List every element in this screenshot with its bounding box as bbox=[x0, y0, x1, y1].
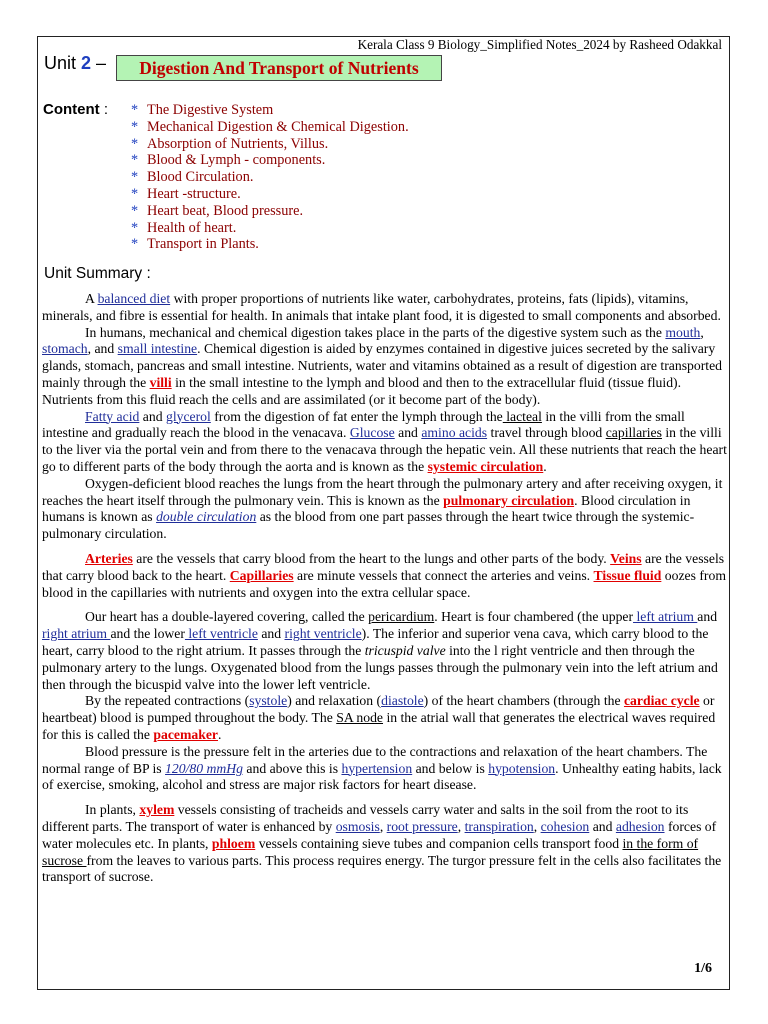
keyword: diastole bbox=[381, 693, 424, 709]
content-list bbox=[131, 102, 409, 253]
bullet-icon: * bbox=[131, 102, 139, 118]
keyword: glycerol bbox=[165, 408, 211, 424]
keyword: 120/80 mmHg bbox=[165, 760, 243, 776]
keyword: root pressure bbox=[386, 818, 458, 834]
content-item: * Health of heart. bbox=[131, 219, 237, 236]
paragraph-vessels: Arteries are the vessels that carry blood from the heart to the lungs and other parts of the body. Veins are the vessels that carry blood back to the heart. Capillaries are minute vessels that connect the arteries and veins. Tissue fluid oozes from blood in the capillaries with nutrients and oxygen into the extra cellular space. bbox=[42, 550, 726, 600]
paragraph-digestion: In humans, mechanical and chemical digestion takes place in the parts of the digestive system such as the mouth, stomach, and small intestine. Chemical digestion is aided by enzymes contained in digestive juices secreted by the salivary glands, stomach, pancreas and small intestine. Nutrients, water and vitamins obtained as a result of digestion are transported mainly through the villi in the small intestine to the lymph and blood and then to the extracellular fluid (tissue fluid). Nutrients from this fluid reach the cells and are assimilated (or it become part of the body). bbox=[42, 324, 723, 407]
content-item: * Heart -structure. bbox=[131, 185, 241, 202]
keyword: small intestine bbox=[117, 341, 198, 357]
paragraph-absorption: Fatty acid and glycerol from the digestion of fat enter the lymph through the lacteal in the villi from the small intestine and gradually reach the blood in the venacava. Glucose and amino acids travel through blood capillaries in the villi to the liver via the portal vein and from there to the venacava through the hepatic vein. All these nutrients that reach the heart go to different parts of the body through the aorta and is known as the systemic circulation. bbox=[42, 408, 727, 474]
keyword: left ventricle bbox=[184, 626, 258, 642]
content-item: * The Digestive System bbox=[131, 102, 274, 118]
underlined-term: lacteal bbox=[502, 408, 542, 424]
unit-label bbox=[44, 52, 106, 74]
keyword: right ventricle bbox=[284, 626, 362, 642]
content-item: * Mechanical Digestion & Chemical Digestion. bbox=[131, 118, 409, 135]
keyword: left atrium bbox=[633, 609, 698, 625]
underlined-term: in the form of sucrose bbox=[42, 835, 699, 868]
keyword: mouth bbox=[665, 324, 701, 340]
underlined-term: capillaries bbox=[605, 425, 662, 441]
keyword: right atrium bbox=[42, 626, 111, 642]
keyword: double circulation bbox=[156, 509, 257, 525]
key-term: systemic circulation bbox=[427, 458, 544, 474]
unit-summary-label: Unit Summary : bbox=[44, 265, 151, 282]
bullet-icon: * bbox=[131, 135, 139, 152]
unit-number: 2 bbox=[81, 53, 92, 73]
paragraph-plant-transport: In plants, xylem vessels consisting of tracheids and vessels carry water and salts in the soil from the root to its different parts. The transport of water is enhanced by osmosis, root pressure, transpiration, cohesion and adhesion forces of water molecules etc. In plants, phloem vessels containing sieve tubes and companion cells transport food in the form of sucrose from the leaves to various parts. This process requires energy. The turgor pressure felt in the cells also facilitates the transport of sucrose. bbox=[42, 802, 722, 885]
key-term: cardiac cycle bbox=[623, 693, 700, 709]
paragraph-balanced-diet: A balanced diet with proper proportions of nutrients like water, carbohydrates, proteins, fats (lipids), vitamins, minerals, and fibre is essential for health. In animals that intake plant food, it is digested to small components and absorbed. bbox=[42, 291, 721, 323]
italic-term: tricuspid valve bbox=[364, 642, 446, 658]
keyword: amino acids bbox=[421, 425, 488, 441]
bullet-icon: * bbox=[131, 152, 139, 169]
paragraph-cardiac-cycle: By the repeated contractions (systole) and relaxation (diastole) of the heart chambers (through the cardiac cycle or heartbeat) blood is pumped throughout the body. The SA node in the atrial wall that generates the electrical waves required for this is called the pacemaker. bbox=[42, 693, 716, 742]
bullet-icon: * bbox=[131, 202, 139, 219]
bullet-icon: * bbox=[131, 185, 139, 202]
keyword: osmosis bbox=[335, 818, 380, 834]
summary-body bbox=[42, 291, 730, 886]
underlined-term: SA node bbox=[336, 710, 384, 726]
bullet-icon: * bbox=[131, 118, 139, 135]
paragraph-pulmonary: Oxygen-deficient blood reaches the lungs from the heart through the pulmonary artery and after receiving oxygen, it reaches the heart itself through the pulmonary vein. This is known as the pulmonary circulation. Blood circulation in humans is known as double circulation as the blood from one part passes through the heart twice through the systemic-pulmonary circulation. bbox=[42, 475, 723, 542]
key-term: phloem bbox=[211, 835, 256, 851]
underlined-term: pericardium bbox=[368, 609, 435, 625]
bullet-icon: * bbox=[131, 236, 139, 253]
unit-prefix: Unit bbox=[44, 53, 82, 73]
header-note: Kerala Class 9 Biology_Simplified Notes_2024 by Rasheed Odakkal bbox=[357, 37, 722, 52]
paragraph-blood-pressure: Blood pressure is the pressure felt in the arteries due to the contractions and relaxation of the heart chambers. The normal range of BP is 120/80 mmHg and above this is hypertension and below is hypotension. Unhealthy eating habits, lack of exercise, smoking, alcohol and stress are major risk factors for heart disease. bbox=[42, 743, 722, 793]
page-number: 1/6 bbox=[694, 961, 712, 976]
unit-dash: – bbox=[91, 53, 107, 73]
bullet-icon: * bbox=[131, 169, 139, 186]
key-term: xylem bbox=[139, 802, 175, 818]
key-term: villi bbox=[149, 374, 172, 390]
keyword: hypertension bbox=[341, 760, 413, 776]
unit-title: Digestion And Transport of Nutrients bbox=[116, 55, 442, 81]
paragraph-heart: Our heart has a double-layered covering, called the pericardium. Heart is four chambered (the upper left atrium and right atrium and the lower left ventricle and right ventricle). The inferior and superior vena cava, which carry blood to the heart, carry blood to the right atrium. It passes through the tricuspid valve into the l right ventricle and then through the pulmonary artery to the lungs. Oxygenated blood from the lungs passes through the pulmonary vein into the left atrium and then through the bicuspid valve into the lower left ventricle. bbox=[42, 609, 718, 692]
keyword: adhesion bbox=[615, 818, 665, 834]
bullet-icon: * bbox=[131, 219, 139, 236]
keyword: Fatty acid bbox=[85, 408, 140, 424]
content-item: * Absorption of Nutrients, Villus. bbox=[131, 135, 329, 152]
keyword: Glucose bbox=[349, 425, 395, 441]
key-term: pulmonary circulation bbox=[443, 492, 575, 508]
key-term: pacemaker bbox=[153, 726, 218, 742]
key-term: Tissue fluid bbox=[593, 567, 662, 583]
keyword: balanced diet bbox=[97, 291, 171, 306]
keyword: systole bbox=[249, 693, 288, 709]
content-item: * Blood Circulation. bbox=[131, 169, 254, 186]
content-item: * Heart beat, Blood pressure. bbox=[131, 202, 304, 219]
keyword: cohesion bbox=[540, 818, 590, 834]
keyword: stomach bbox=[42, 341, 88, 357]
content-item: * Transport in Plants. bbox=[131, 236, 259, 253]
key-term: Veins bbox=[610, 550, 642, 566]
keyword: hypotension bbox=[488, 760, 556, 776]
key-term: Capillaries bbox=[229, 567, 294, 583]
content-label: Content : bbox=[43, 101, 108, 118]
key-term: Arteries bbox=[85, 550, 133, 566]
keyword: transpiration bbox=[464, 818, 534, 834]
content-item: * Blood & Lymph - components. bbox=[131, 152, 326, 169]
